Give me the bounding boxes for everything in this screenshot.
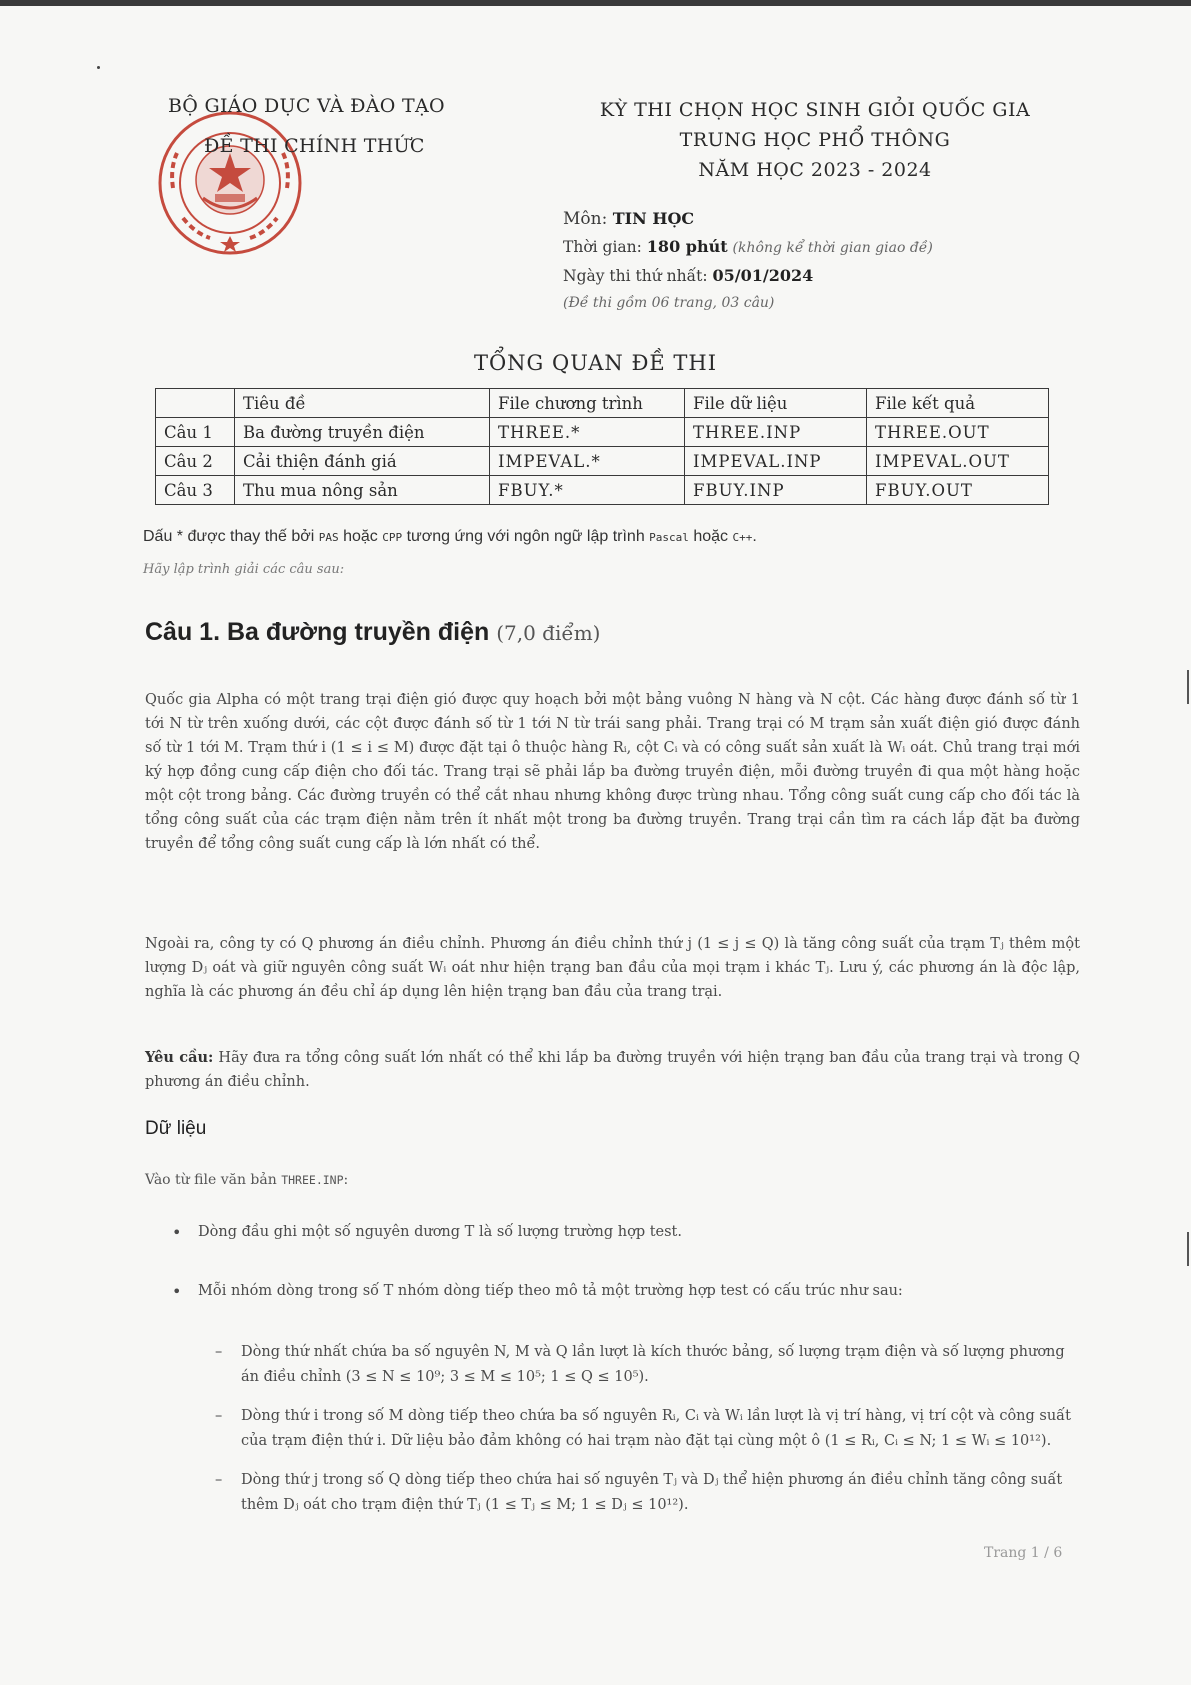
pages-note: (Đề thi gồm 06 trang, 03 câu) (563, 295, 775, 311)
table-cell: THREE.INP (685, 418, 867, 447)
sub-list-item (215, 1468, 1080, 1518)
question-1-paragraph-1: Quốc gia Alpha có một trang trại điện gió được quy hoạch bởi một bảng vuông N hàng và N cột. Các hàng được đánh số từ 1 tới N từ trên xuống dưới, các cột được đánh số từ 1 tới N từ trái sang phải. Trang trại có M trạm sản xuất điện gió được đánh số từ 1 tới M. Trạm thứ i (1 ≤ i ≤ M) được đặt tại ô thuộc hàng Rᵢ, cột Cᵢ và có công suất sản xuất là Wᵢ oát. Chủ trang trại mới ký hợp đồng cung cấp điện cho đối tác. Trang trại sẽ phải lắp ba đường truyền điện, mỗi đường truyền đi qua một hàng hoặc một cột trong bảng. Các đường truyền có thể cắt nhau nhưng không được trùng nhau. Tổng công suất cung cấp cho đối tác là tổng công suất của các trạm điện nằm trên ít nhất một trong ba đường truyền. Trang trại cần tìm ra cách lắp đặt ba đường truyền để tổng công suất cung cấp là lớn nhất có thể. (145, 692, 1080, 852)
table-cell: Câu 1 (156, 418, 235, 447)
sub-list-item-text: Dòng thứ i trong số M dòng tiếp theo chứa ba số nguyên Rᵢ, Cᵢ và Wᵢ lần lượt là vị trí hàng, vị trí cột và công suất của trạm điện thứ i. Dữ liệu bảo đảm không có hai trạm nào đặt tại cùng một ô (1 ≤ Rᵢ, Cᵢ ≤ N; 1 ≤ Wᵢ ≤ 10¹²). (241, 1408, 1071, 1449)
date-value: 05/01/2024 (712, 266, 814, 285)
language-note (143, 528, 757, 546)
list-item-text: Mỗi nhóm dòng trong số T nhóm dòng tiếp theo mô tả một trường hợp test có cấu trúc như sau: (198, 1283, 903, 1299)
table-cell: IMPEVAL.OUT (867, 447, 1049, 476)
question-1-heading: Câu 1. Ba đường truyền điện (145, 618, 490, 646)
table-cell: THREE.* (490, 418, 685, 447)
data-section-title: Dữ liệu (145, 1118, 207, 1139)
sub-list-item-text: Dòng thứ nhất chứa ba số nguyên N, M và Q lần lượt là kích thước bảng, số lượng trạm điện và số lượng phương án điều chỉnh (3 ≤ N ≤ 10⁹; 3 ≤ M ≤ 10⁵; 1 ≤ Q ≤ 10⁵). (241, 1344, 1065, 1385)
exam-title-line2: TRUNG HỌC PHỔ THÔNG (679, 129, 951, 151)
note-text: . (752, 528, 757, 545)
exam-meta (563, 205, 933, 317)
overview-table (155, 388, 1049, 505)
dash-icon: – (215, 1472, 223, 1488)
note-code-pascal: Pascal (649, 531, 689, 544)
time-note: (không kể thời gian giao đề) (732, 240, 933, 256)
question-1-points: (7,0 điểm) (496, 621, 601, 645)
bullet-icon: • (172, 1282, 182, 1301)
header-cell (156, 389, 235, 418)
table-row (156, 447, 1049, 476)
table-cell: Câu 2 (156, 447, 235, 476)
exam-title-line1: KỲ THI CHỌN HỌC SINH GIỎI QUỐC GIA (599, 99, 1031, 121)
page-number: Trang 1 / 6 (984, 1545, 1063, 1561)
input-file-line (145, 1172, 348, 1188)
note-code-cpp: CPP (382, 531, 403, 544)
header-left (168, 95, 445, 157)
table-cell: Cải thiện đánh giá (235, 447, 490, 476)
scan-speck (97, 66, 100, 69)
sub-list-item-text: Dòng thứ j trong số Q dòng tiếp theo chứa hai số nguyên Tⱼ và Dⱼ thể hiện phương án điều chỉnh tăng công suất thêm Dⱼ oát cho trạm điện thứ Tⱼ (1 ≤ Tⱼ ≤ M; 1 ≤ Dⱼ ≤ 10¹²). (241, 1472, 1063, 1513)
question-1-requirement (145, 1046, 1080, 1094)
note-text: tương ứng với ngôn ngữ lập trình (402, 528, 650, 545)
list-item (172, 1220, 1080, 1245)
question-1-title (145, 618, 600, 647)
note-text: hoặc (338, 528, 383, 545)
official-exam-label: ĐỀ THI CHÍNH THỨC (204, 135, 425, 157)
list-item-text: Dòng đầu ghi một số nguyên dương T là số lượng trường hợp test. (198, 1224, 682, 1240)
scan-top-border (0, 0, 1191, 6)
bullet-icon: • (172, 1223, 182, 1242)
sub-list-item (215, 1404, 1080, 1454)
subject-label: Môn: (563, 209, 613, 229)
overview-title: TỔNG QUAN ĐỀ THI (473, 351, 718, 375)
dash-icon: – (215, 1408, 223, 1424)
header-right (570, 95, 1060, 185)
table-row (156, 418, 1049, 447)
input-text: Vào từ file văn bản (145, 1172, 282, 1188)
note-code-pas: PAS (318, 531, 339, 544)
note-text: hoặc (688, 528, 733, 545)
header-cell: File kết quả (867, 389, 1049, 418)
table-cell: FBUY.* (490, 476, 685, 505)
note-text: Dấu * được thay thế bởi (143, 528, 319, 545)
table-header-row (156, 389, 1049, 418)
input-text: : (343, 1172, 349, 1188)
table-cell: IMPEVAL.INP (685, 447, 867, 476)
time-value: 180 phút (646, 237, 728, 256)
header-cell: File dữ liệu (685, 389, 867, 418)
note-code-cxx: C++ (732, 531, 753, 544)
scan-edge-mark (1187, 1232, 1189, 1266)
list-item (172, 1279, 1080, 1304)
table-cell: FBUY.INP (685, 476, 867, 505)
header-cell: File chương trình (490, 389, 685, 418)
requirement-label: Yêu cầu: (145, 1049, 214, 1066)
table-cell: Ba đường truyền điện (235, 418, 490, 447)
subject-value: TIN HỌC (612, 209, 695, 228)
question-1-paragraph-2: Ngoài ra, công ty có Q phương án điều chỉnh. Phương án điều chỉnh thứ j (1 ≤ j ≤ Q) là tăng công suất của trạm Tⱼ thêm một lượng Dⱼ oát và giữ nguyên công suất Wᵢ oát như hiện trạng ban đầu của mọi trạm i khác Tⱼ. Lưu ý, các phương án là độc lập, nghĩa là các phương án đều chỉ áp dụng lên hiện trạng ban đầu của trang trại. (145, 936, 1080, 1000)
table-cell: IMPEVAL.* (490, 447, 685, 476)
table-row (156, 476, 1049, 505)
sub-list-item (215, 1340, 1080, 1390)
date-label: Ngày thi thứ nhất: (563, 267, 713, 285)
table-cell: THREE.OUT (867, 418, 1049, 447)
requirement-text: Hãy đưa ra tổng công suất lớn nhất có thể khi lắp ba đường truyền với hiện trạng ban đầu của trang trại và trong Q phương án điều chỉnh. (145, 1050, 1081, 1090)
dash-icon: – (215, 1344, 223, 1360)
table-cell: Câu 3 (156, 476, 235, 505)
ministry-name: BỘ GIÁO DỤC VÀ ĐÀO TẠO (168, 95, 445, 117)
scan-edge-mark (1187, 670, 1189, 704)
time-label: Thời gian: (563, 238, 647, 256)
instruction-note: Hãy lập trình giải các câu sau: (143, 562, 345, 577)
input-file-name: THREE.INP (281, 1173, 344, 1187)
exam-title-line3: NĂM HỌC 2023 - 2024 (698, 159, 932, 181)
table-cell: Thu mua nông sản (235, 476, 490, 505)
header-cell: Tiêu đề (235, 389, 490, 418)
table-cell: FBUY.OUT (867, 476, 1049, 505)
